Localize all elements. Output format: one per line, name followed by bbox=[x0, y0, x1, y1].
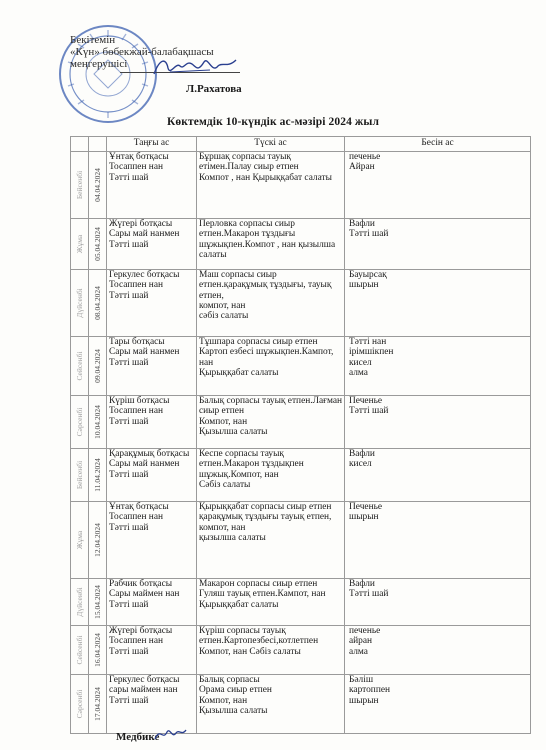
date-cell: 12.04.2024 bbox=[89, 502, 107, 579]
lunch-cell: Қырыққабат сорпасы сиыр етпен қарақұмық тұздығы тауық етпен, компот, нан қызылша салаты bbox=[197, 502, 345, 579]
table-row bbox=[71, 675, 531, 734]
breakfast-cell: Жүгері ботқасы Сары май нанмен Тәтті шай bbox=[107, 219, 197, 270]
snack-cell: Тәтті нан ірімшікпен кисел алма bbox=[345, 337, 531, 396]
breakfast-cell: Рабчик ботқасы Сары маймен нан Тәтті шай bbox=[107, 579, 197, 626]
breakfast-cell: Ұнтақ ботқасы Тосаппен нан Тәтті шай bbox=[107, 502, 197, 579]
date-cell: 05.04.2024 bbox=[89, 219, 107, 270]
lunch-cell: Макарон сорпасы сиыр етпен Гуляш тауық етпен.Кампот, нан Қырыққабат салаты bbox=[197, 579, 345, 626]
date-cell: 16.04.2024 bbox=[89, 626, 107, 675]
weekday-cell: Бейсенбі bbox=[71, 152, 89, 219]
weekday-cell: Дүйсенбі bbox=[71, 579, 89, 626]
lunch-cell: Күріш сорпасы тауық етпен.Картопезбесі,котлетпен Компот, нан Сәбіз салаты bbox=[197, 626, 345, 675]
header-date bbox=[89, 137, 107, 152]
lunch-cell: Маш сорпасы сиыр етпен.қарақұмық тұздығы, тауық етпен, компот, нан сәбіз салаты bbox=[197, 270, 345, 337]
document-title: Көктемдік 10-күндік ас-мәзірі 2024 жыл bbox=[166, 116, 379, 128]
weekday-cell: Дүйсенбі bbox=[71, 270, 89, 337]
approval-line-3: меңгерушісі bbox=[70, 58, 128, 70]
breakfast-cell: Геркулес ботқасы Тосаппен нан Тәтті шай bbox=[107, 270, 197, 337]
table-row bbox=[71, 219, 531, 270]
table-row bbox=[71, 449, 531, 502]
approver-name: Л.Рахатова bbox=[186, 83, 242, 95]
table-row bbox=[71, 396, 531, 449]
lunch-cell: Кеспе сорпасы тауық етпен.Макарон тұздықпен шұжық.Компот, нан Сәбіз салаты bbox=[197, 449, 345, 502]
director-signature bbox=[150, 54, 240, 80]
date-cell: 11.04.2024 bbox=[89, 449, 107, 502]
snack-cell: Бәліш картоппен шырын bbox=[345, 675, 531, 734]
weekday-cell: Сәрсенбі bbox=[71, 675, 89, 734]
lunch-cell: Балық сорпасы тауық етпен.Лағман сиыр етпен Компот, нан Қызылша салаты bbox=[197, 396, 345, 449]
weekday-cell: Жұма bbox=[71, 502, 89, 579]
approval-line-1: Бекітемін bbox=[70, 34, 116, 46]
header-breakfast: Таңғы ас bbox=[107, 137, 197, 152]
header-day bbox=[71, 137, 89, 152]
header-snack: Бесін ас bbox=[345, 137, 531, 152]
medic-label: Медбике bbox=[116, 731, 160, 743]
snack-cell: Печенье Тәтті шай bbox=[345, 396, 531, 449]
breakfast-cell: Жүгері ботқасы Тосаппен нан Тәтті шай bbox=[107, 626, 197, 675]
lunch-cell: Бұршақ сорпасы тауық етімен.Палау сиыр етпен Компот , нан Қырыққабат салаты bbox=[197, 152, 345, 219]
table-row bbox=[71, 152, 531, 219]
lunch-cell: Балық сорпасы Орама сиыр етпен Компот, нан Қызылша салаты bbox=[197, 675, 345, 734]
table-row bbox=[71, 626, 531, 675]
snack-cell: Бауырсақ шырын bbox=[345, 270, 531, 337]
snack-cell: печенье Айран bbox=[345, 152, 531, 219]
lunch-cell: Тұшпара сорпасы сиыр етпен Картоп езбесі шұжықпен.Кампот, нан Қырыққабат салаты bbox=[197, 337, 345, 396]
header-lunch: Түскі ас bbox=[197, 137, 345, 152]
breakfast-cell: Геркулес ботқасы сары маймен нан Тәтті шай bbox=[107, 675, 197, 734]
weekday-cell: Сейсенбі bbox=[71, 626, 89, 675]
date-cell: 08.04.2024 bbox=[89, 270, 107, 337]
date-cell: 15.04.2024 bbox=[89, 579, 107, 626]
approval-line-2: «Күн» бөбекжай-балабақшасы bbox=[70, 46, 214, 58]
snack-cell: Вафли кисел bbox=[345, 449, 531, 502]
table-header-row bbox=[71, 137, 531, 152]
snack-cell: печенье айран алма bbox=[345, 626, 531, 675]
date-cell: 10.04.2024 bbox=[89, 396, 107, 449]
weekday-cell: Сейсенбі bbox=[71, 337, 89, 396]
menu-table bbox=[70, 136, 531, 734]
table-row bbox=[71, 337, 531, 396]
breakfast-cell: Күріш ботқасы Тосаппен нан Тәтті шай bbox=[107, 396, 197, 449]
table-row bbox=[71, 270, 531, 337]
table-row bbox=[71, 502, 531, 579]
snack-cell: Вафли Тәтті шай bbox=[345, 579, 531, 626]
weekday-cell: Жұма bbox=[71, 219, 89, 270]
date-cell: 17.04.2024 bbox=[89, 675, 107, 734]
breakfast-cell: Ұнтақ ботқасы Тосаппен нан Тәтті шай bbox=[107, 152, 197, 219]
lunch-cell: Перловка сорпасы сиыр етпен.Макарон тұздығы шұжықпен.Компот , нан қызылша салаты bbox=[197, 219, 345, 270]
weekday-cell: Бейсенбі bbox=[71, 449, 89, 502]
date-cell: 04.04.2024 bbox=[89, 152, 107, 219]
date-cell: 09.04.2024 bbox=[89, 337, 107, 396]
breakfast-cell: Қарақұмық ботқасы Сары май нанмен Тәтті шай bbox=[107, 449, 197, 502]
weekday-cell: Сәрсенбі bbox=[71, 396, 89, 449]
snack-cell: Печенье шырын bbox=[345, 502, 531, 579]
table-row bbox=[71, 579, 531, 626]
snack-cell: Вафли Тәтті шай bbox=[345, 219, 531, 270]
breakfast-cell: Тары ботқасы Сары май нанмен Тәтті шай bbox=[107, 337, 197, 396]
medic-signature bbox=[152, 724, 188, 744]
